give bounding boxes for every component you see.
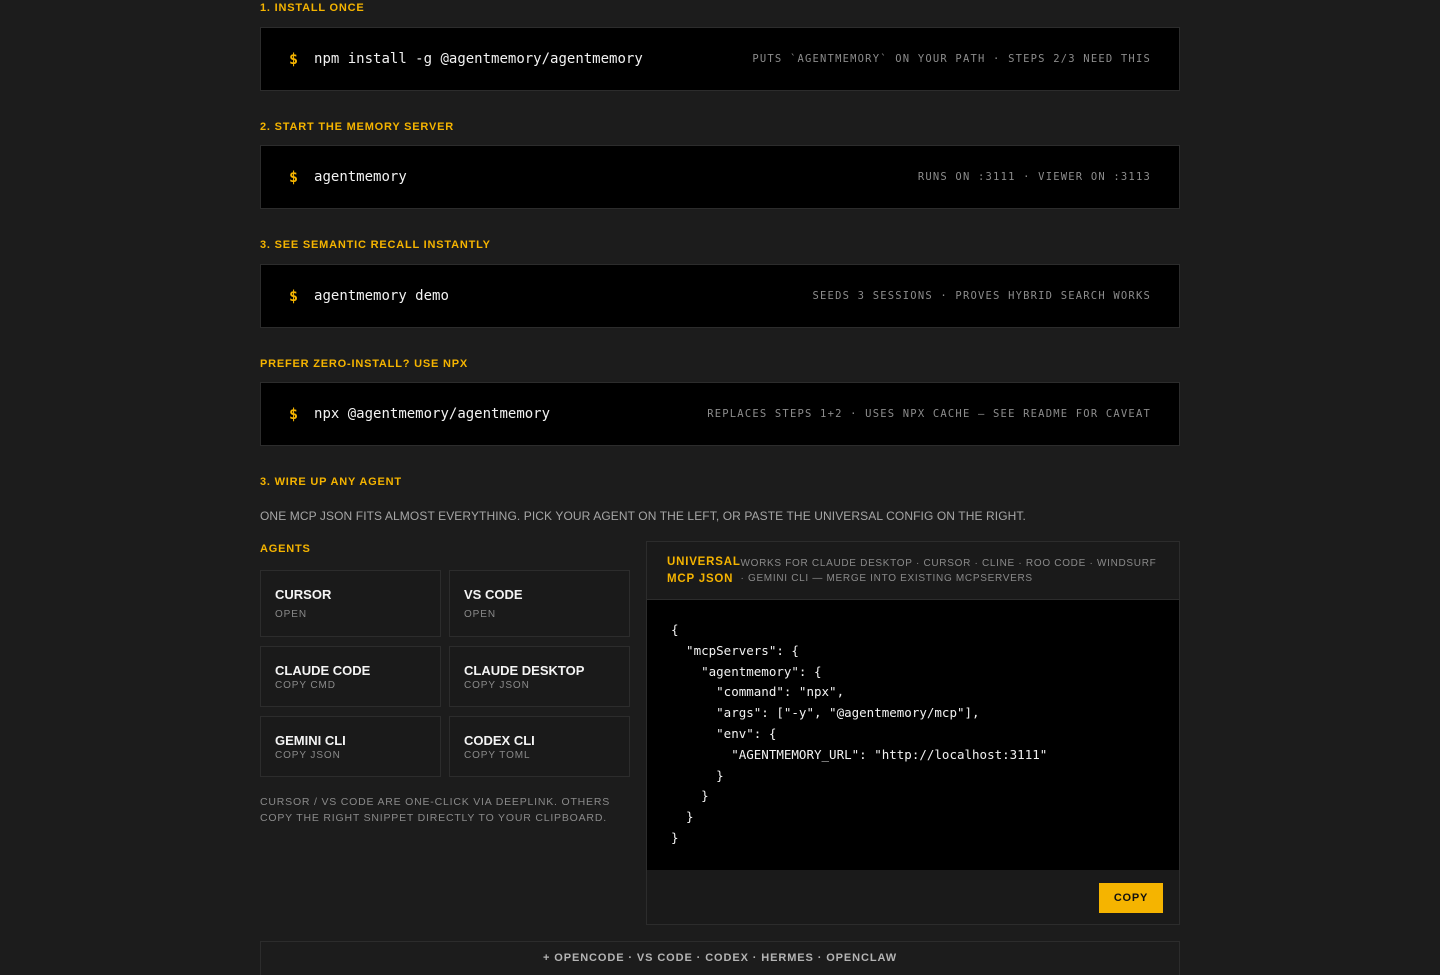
npx-label: PREFER ZERO-INSTALL? USE NPX [260,358,468,370]
start-server-hint: RUNS ON :3111 · VIEWER ON :3113 [917,171,1151,183]
config-code-block[interactable]: { "mcpServers": { "agentmemory": { "command": "npx", "args": ["-y", "@agentmemory/mcp"], "env": { "AGENTMEMORY_URL": "http://localhost:3111" } } } } [647,600,1179,870]
start-server-command[interactable]: agentmemory [314,169,407,185]
universal-config-panel [646,541,1180,925]
panel-footer [647,870,1179,925]
agent-card-codex-cli[interactable] [449,716,630,777]
agent-name: CLAUDE CODE [275,663,371,678]
agent-card-gemini-cli[interactable] [260,716,441,777]
install-hint: PUTS `AGENTMEMORY` ON YOUR PATH · STEPS 2/3 NEED THIS [752,53,1151,65]
wire-label: 3. WIRE UP ANY AGENT [260,476,402,488]
agents-label: AGENTS [260,543,311,555]
panel-description: WORKS FOR CLAUDE DESKTOP · CURSOR · CLINE · ROO CODE · WINDSURF · GEMINI CLI — MERGE INTO EXISTING MCPSERVERS [740,557,1157,584]
wire-description: ONE MCP JSON FITS ALMOST EVERYTHING. PICK YOUR AGENT ON THE LEFT, OR PASTE THE UNIVERSAL CONFIG ON THE RIGHT. [260,509,1026,523]
agent-name: CODEX CLI [464,733,535,748]
install-command[interactable]: npm install -g @agentmemory/agentmemory [314,51,643,67]
prompt-symbol: $ [289,405,299,423]
agents-footnote: CURSOR / VS CODE ARE ONE-CLICK VIA DEEPLINK. OTHERS COPY THE RIGHT SNIPPET DIRECTLY TO YOUR CLIPBOARD. [260,796,611,824]
step-3-label: 3. SEE SEMANTIC RECALL INSTANTLY [260,239,491,251]
agent-action: COPY JSON [275,750,341,761]
agent-action: COPY TOML [464,750,531,761]
start-server-command-box[interactable] [260,145,1180,209]
more-agents-bar[interactable]: + OPENCODE · VS CODE · CODEX · HERMES · OPENCLAW [260,941,1180,975]
agent-card-claude-desktop[interactable] [449,646,630,707]
step-2-label: 2. START THE MEMORY SERVER [260,121,454,133]
install-command-box[interactable] [260,27,1180,91]
agent-action: COPY JSON [464,680,530,691]
agent-card-vs-code[interactable] [449,570,630,637]
prompt-symbol: $ [289,168,299,186]
panel-title: UNIVERSAL MCP JSON [667,555,741,585]
agent-name: GEMINI CLI [275,733,346,748]
copy-button[interactable]: COPY [1099,883,1163,913]
agent-action: OPEN [275,609,307,620]
prompt-symbol: $ [289,50,299,68]
agent-action: COPY CMD [275,680,336,691]
panel-header [647,542,1179,600]
agent-name: CURSOR [275,587,332,602]
step-1-label: 1. INSTALL ONCE [260,2,365,14]
npx-command-box[interactable] [260,382,1180,446]
agent-action: OPEN [464,609,496,620]
demo-hint: SEEDS 3 SESSIONS · PROVES HYBRID SEARCH WORKS [812,290,1151,302]
demo-command-box[interactable] [260,264,1180,328]
agent-card-claude-code[interactable] [260,646,441,707]
npx-command[interactable]: npx @agentmemory/agentmemory [314,406,551,422]
agent-name: VS CODE [464,587,523,602]
prompt-symbol: $ [289,287,299,305]
agent-card-cursor[interactable] [260,570,441,637]
npx-hint: REPLACES STEPS 1+2 · USES NPX CACHE — SEE README FOR CAVEAT [707,408,1151,420]
demo-command[interactable]: agentmemory demo [314,288,449,304]
agent-name: CLAUDE DESKTOP [464,663,585,678]
